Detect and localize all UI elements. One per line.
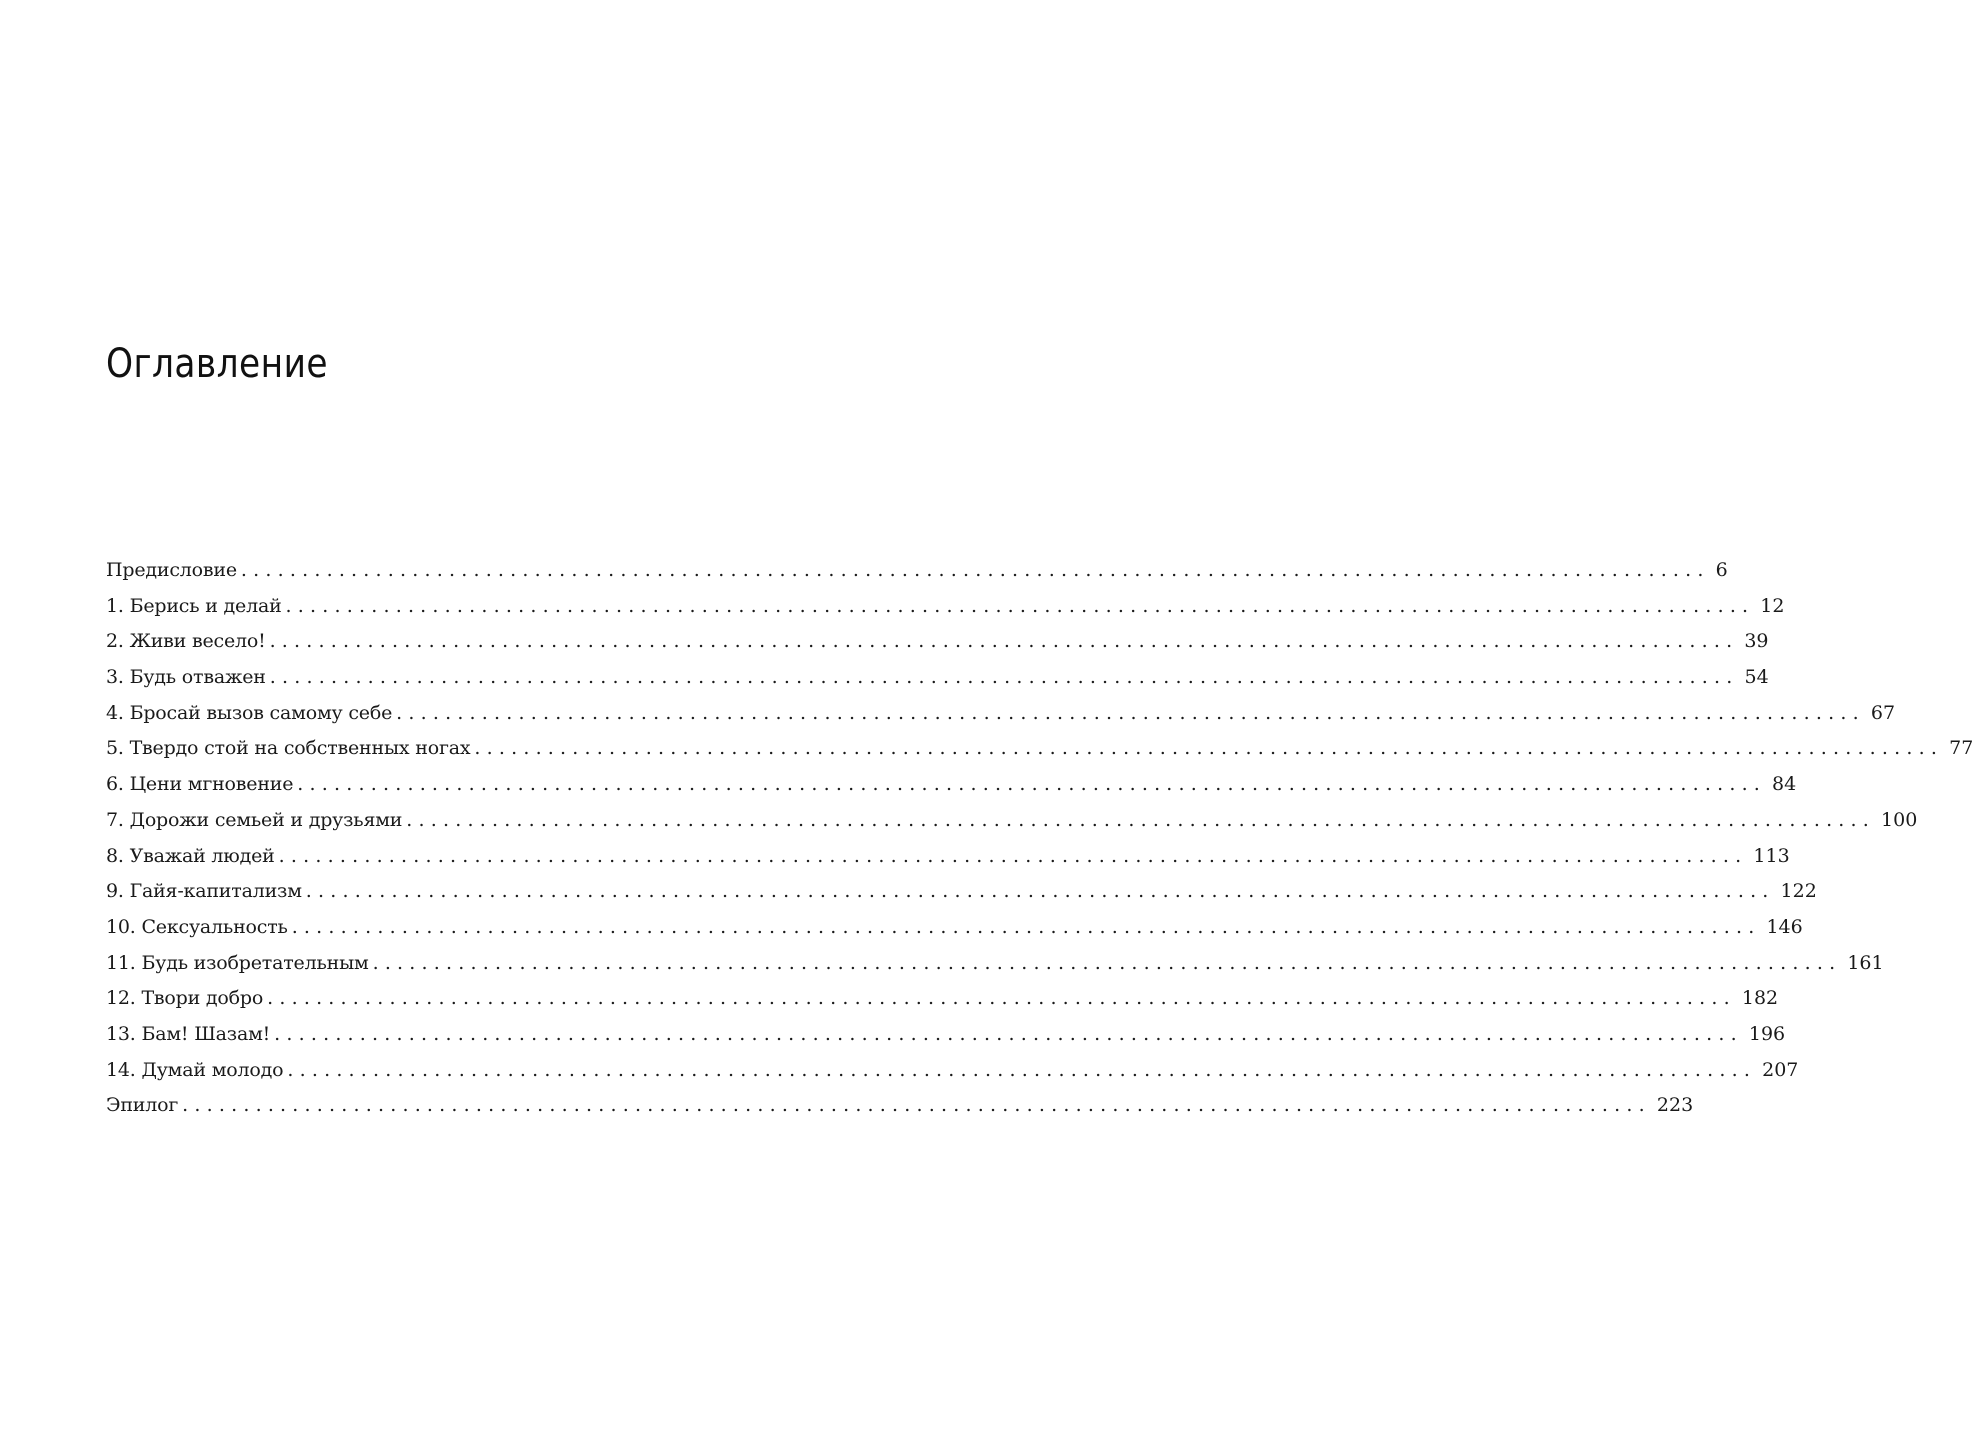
dot-leader: ........................................................................................................................ (278, 844, 1748, 867)
toc-entry-page: 113 (1753, 844, 1790, 867)
toc-entry-label: 8. Уважай людей (106, 844, 275, 867)
toc-entry-chapter-3 (106, 660, 1769, 696)
toc-entry-chapter-2 (106, 624, 1769, 660)
dot-leader: ........................................................................................................................ (287, 1058, 1757, 1081)
toc-entry-chapter-4 (106, 696, 1896, 732)
toc-entry-page: 12 (1760, 594, 1785, 617)
toc-entry-chapter-1 (106, 589, 1785, 625)
toc-entry-page: 196 (1748, 1022, 1786, 1045)
table-of-contents (106, 553, 1973, 1124)
toc-entry-label: 14. Думай молодо (106, 1058, 284, 1081)
toc-entry-chapter-11 (106, 946, 1884, 982)
toc-entry-page: 54 (1744, 666, 1769, 689)
toc-entry-epilogue (106, 1088, 1694, 1124)
toc-entry-page: 161 (1847, 951, 1884, 974)
dot-leader: ........................................................................................................................ (396, 701, 1865, 724)
toc-entry-label: 13. Бам! Шазам! (106, 1022, 271, 1045)
toc-entry-chapter-13 (106, 1017, 1786, 1053)
toc-entry-page: 100 (1881, 808, 1918, 831)
dot-leader: ........................................................................................................................ (182, 1094, 1651, 1117)
toc-entry-chapter-14 (106, 1053, 1799, 1089)
toc-entry-chapter-10 (106, 910, 1803, 946)
dot-leader: ........................................................................................................................ (285, 594, 1755, 617)
toc-entry-page: 146 (1766, 915, 1803, 938)
dot-leader: ........................................................................................................................ (305, 880, 1775, 903)
toc-entry-chapter-12 (106, 981, 1779, 1017)
dot-leader: ........................................................................................................................ (291, 915, 1761, 938)
toc-entry-page: 6 (1715, 559, 1728, 581)
dot-leader: ........................................................................................................................ (274, 1022, 1743, 1045)
toc-entry-page: 39 (1744, 630, 1769, 653)
dot-leader: ........................................................................................................................ (474, 737, 1944, 760)
dot-leader: ........................................................................................................................ (269, 630, 1739, 653)
toc-entry-label: 2. Живи весело! (106, 630, 266, 653)
toc-entry-chapter-5 (106, 731, 1973, 767)
toc-entry-label: 4. Бросай вызов самому себе (106, 701, 393, 724)
toc-entry-page: 223 (1656, 1094, 1694, 1117)
toc-entry-label: Предисловие (106, 559, 237, 581)
toc-entry-page: 207 (1762, 1058, 1799, 1081)
toc-entry-chapter-9 (106, 874, 1817, 910)
dot-leader: ........................................................................................................................ (269, 666, 1739, 689)
toc-entry-page: 122 (1780, 880, 1817, 903)
toc-entry-label: 7. Дорожи семьей и друзьями (106, 808, 403, 831)
page-title: Оглавление (106, 341, 328, 387)
toc-entry-label: 10. Сексуальность (106, 915, 288, 938)
toc-entry-preface (106, 553, 1728, 589)
toc-entry-page: 67 (1870, 701, 1896, 724)
dot-leader: ........................................................................................................................ (267, 987, 1736, 1010)
toc-entry-chapter-7 (106, 803, 1918, 839)
toc-entry-page: 84 (1772, 773, 1797, 796)
dot-leader: ........................................................................................................................ (297, 773, 1767, 796)
toc-entry-label: 12. Твори добро (106, 987, 264, 1010)
dot-leader: ........................................................................................................................ (372, 951, 1842, 974)
toc-entry-label: 6. Цени мгновение (106, 773, 294, 796)
toc-entry-chapter-8 (106, 839, 1790, 875)
toc-entry-page: 182 (1741, 987, 1779, 1010)
toc-entry-chapter-6 (106, 767, 1797, 803)
toc-entry-label: Эпилог (106, 1094, 179, 1117)
toc-entry-label: 5. Твердо стой на собственных ногах (106, 737, 471, 760)
dot-leader: ........................................................................................................................ (240, 559, 1710, 581)
toc-entry-page: 77 (1949, 737, 1973, 760)
toc-entry-label: 11. Будь изобретательным (106, 951, 369, 974)
toc-entry-label: 3. Будь отважен (106, 666, 266, 689)
dot-leader: ........................................................................................................................ (406, 808, 1876, 831)
toc-entry-label: 1. Берись и делай (106, 594, 282, 617)
toc-entry-label: 9. Гайя-капитализм (106, 880, 302, 903)
